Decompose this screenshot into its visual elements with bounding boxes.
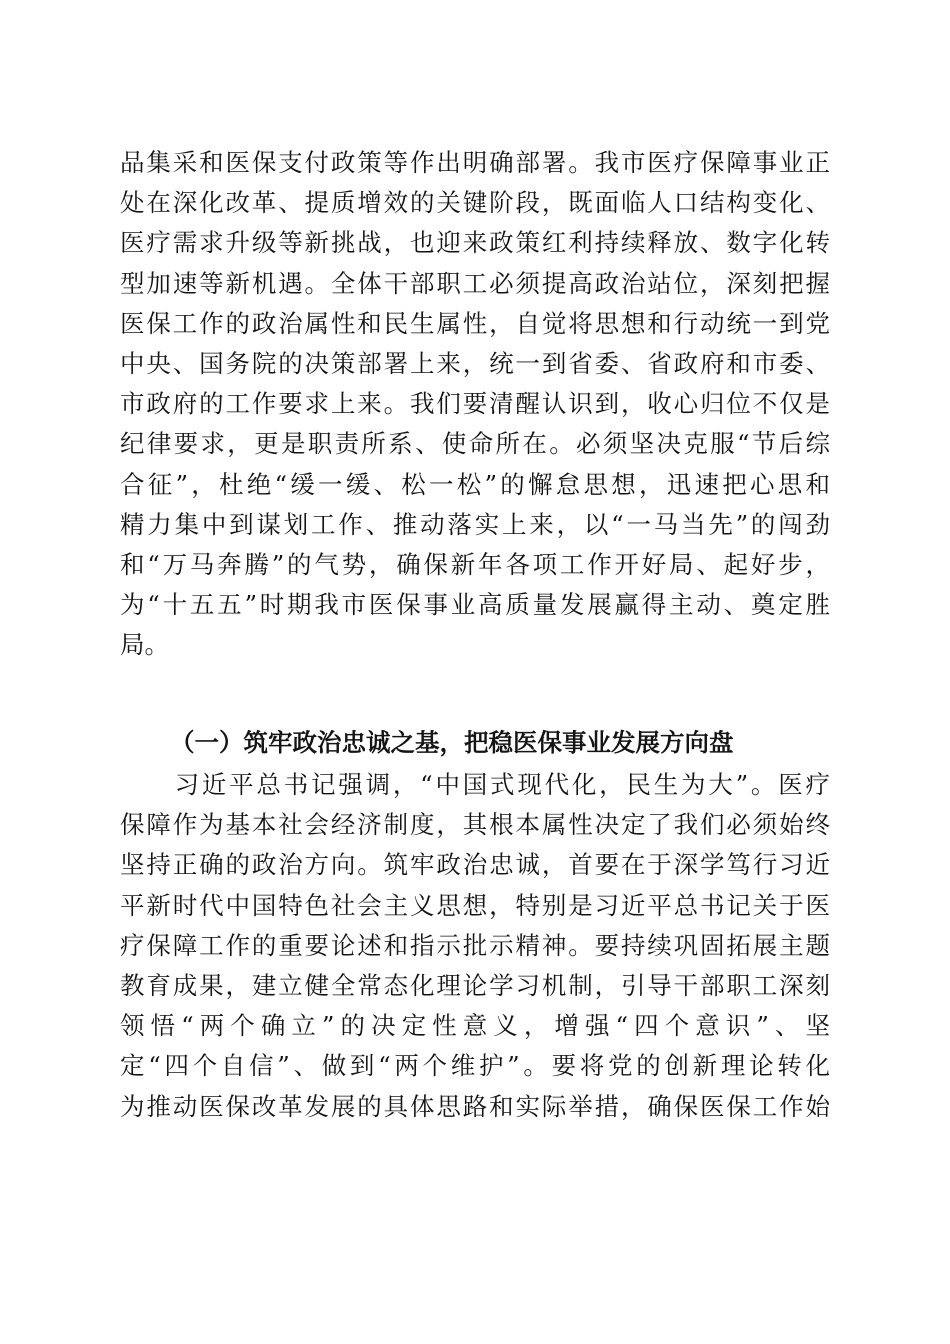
paragraph-1-line: 和“万马奔腾”的气势，确保新年各项工作开好局、起好步， xyxy=(120,549,830,579)
paragraph-2-line: 保障作为基本社会经济制度，其根本属性决定了我们必须始终 xyxy=(120,810,830,840)
paragraph-1-line: 纪律要求，更是职责所系、使命所在。必须坚决克服“节后综 xyxy=(120,429,830,459)
paragraph-2-line: 疗保障工作的重要论述和指示批示精神。要持续巩固拓展主题 xyxy=(120,930,830,960)
paragraph-1-line: 医保工作的政治属性和民生属性，自觉将思想和行动统一到党 xyxy=(120,308,830,338)
paragraph-1-line: 合征”，杜绝“缓一缓、松一松”的懈怠思想，迅速把心思和 xyxy=(120,469,830,499)
paragraph-1-line: 型加速等新机遇。全体干部职工必须提高政治站位，深刻把握 xyxy=(120,268,830,298)
paragraph-2-line: 为推动医保改革发展的具体思路和实际举措，确保医保工作始 xyxy=(120,1091,830,1121)
paragraph-2-line: 坚持正确的政治方向。筑牢政治忠诚，首要在于深学笃行习近 xyxy=(120,850,830,880)
paragraph-2 xyxy=(120,765,830,1127)
paragraph-2-line: 教育成果，建立健全常态化理论学习机制，引导干部职工深刻 xyxy=(120,970,830,1000)
paragraph-1-line: 品集采和医保支付政策等作出明确部署。我市医疗保障事业正 xyxy=(120,148,830,177)
paragraph-1-line: 处在深化改革、提质增效的关键阶段，既面临人口结构变化、 xyxy=(120,188,830,218)
paragraph-1-line: 局。 xyxy=(120,630,169,660)
section-heading: （一）筑牢政治忠诚之基，把稳医保事业发展方向盘 xyxy=(170,728,734,757)
paragraph-2-line: 习近平总书记强调，“中国式现代化，民生为大”。医疗 xyxy=(120,770,830,799)
paragraph-1-line: 市政府的工作要求上来。我们要清醒认识到，收心归位不仅是 xyxy=(120,389,830,419)
paragraph-1-line: 精力集中到谋划工作、推动落实上来，以“一马当先”的闯劲 xyxy=(120,509,830,539)
paragraph-1-line: 医疗需求升级等新挑战，也迎来政策红利持续释放、数字化转 xyxy=(120,228,830,258)
paragraph-2-line: 平新时代中国特色社会主义思想，特别是习近平总书记关于医 xyxy=(120,890,830,920)
paragraph-2-line: 领悟“两个确立”的决定性意义，增强“四个意识”、坚 xyxy=(120,1011,830,1041)
paragraph-2-line: 定“四个自信”、做到“两个维护”。要将党的创新理论转化 xyxy=(120,1051,830,1081)
paragraph-1-line: 为“十五五”时期我市医保事业高质量发展赢得主动、奠定胜 xyxy=(120,590,830,620)
paragraph-1 xyxy=(120,143,830,665)
paragraph-1-line: 中央、国务院的决策部署上来，统一到省委、省政府和市委、 xyxy=(120,348,830,378)
